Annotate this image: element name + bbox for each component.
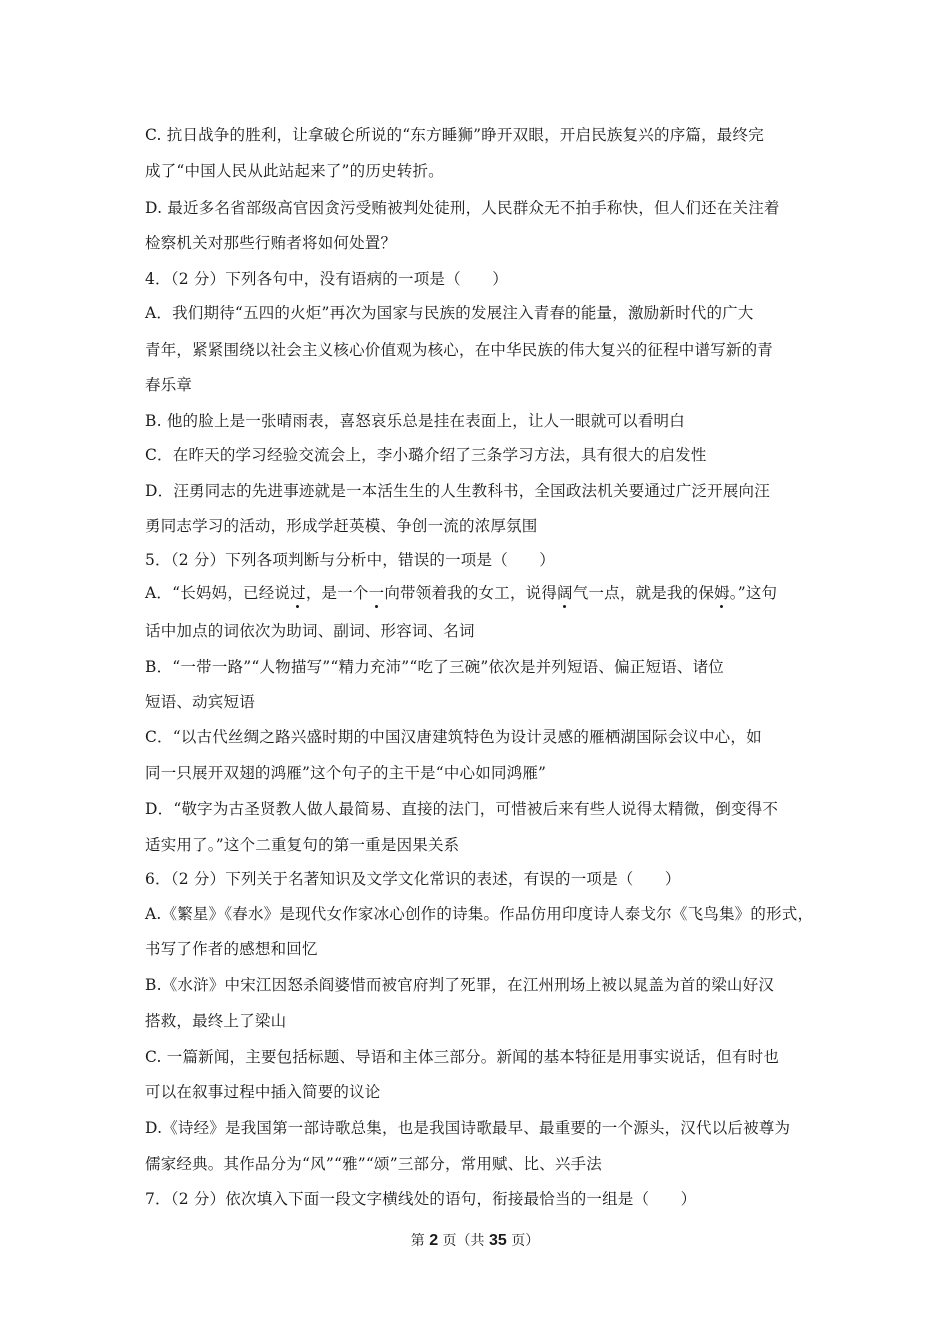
dotted-word: 阔	[557, 584, 573, 602]
text-line: A.《繁星》《春水》是现代女作家冰心创作的诗集。作品仿用印度诗人泰戈尔《飞鸟集》的形式，	[145, 905, 814, 923]
text-line: 成了“中国人民从此站起来了”的历史转折。	[145, 162, 444, 180]
question-5-option-a	[145, 583, 815, 603]
text-line: B．“一带一路”“人物描写”“精力充沛”“吃了三碗”依次是并列短语、偏正短语、诸位	[145, 658, 724, 676]
text-line: D. 最近多名省部级高官因贪污受贿被判处徒刑，人民群众无不拍手称快，但人们还在关注着	[145, 199, 780, 217]
question-4-stem: 4．（2 分）下列各句中，没有语病的一项是（ ）	[145, 270, 508, 288]
text-line: 短语、动宾短语	[145, 693, 255, 711]
text-segment: A．“长妈妈，已经说	[145, 584, 291, 602]
dotted-word: 姆	[714, 584, 730, 602]
text-line: B. 他的脸上是一张晴雨表，喜怒哀乐总是挂在表面上，让人一眼就可以看明白	[145, 412, 685, 430]
footer-middle: 页（共	[438, 1233, 489, 1249]
text-segment: 向带领着我的女工，说得	[384, 584, 558, 602]
text-line: C．在昨天的学习经验交流会上，李小璐介绍了三条学习方法，具有很大的启发性	[145, 446, 707, 464]
text-line: 话中加点的词依次为助词、副词、形容词、名词	[145, 622, 475, 640]
text-line: D．“敬字为古圣贤教人做人最简易、直接的法门，可惜被后来有些人说得太精微，倒变得不	[145, 800, 779, 818]
text-line: 同一只展开双翅的鸿雁”这个句子的主干是“中心如同鸿雁”	[145, 764, 547, 782]
page-footer	[0, 1231, 950, 1251]
text-line: 搭救，最终上了梁山	[145, 1012, 287, 1030]
text-segment: 。”这句	[729, 584, 778, 602]
dotted-word: 过	[290, 584, 306, 602]
text-line: 可以在叙事过程中插入简要的议论	[145, 1083, 381, 1101]
text-line: C．“以古代丝绸之路兴盛时期的中国汉唐建筑特色为设计灵感的雁栖湖国际会议中心，如	[145, 728, 762, 746]
text-line: 春乐章	[145, 376, 193, 394]
text-line: A．我们期待“五四的火炬”再次为国家与民族的发展注入青春的能量，激励新时代的广大	[145, 304, 754, 322]
page-total: 35	[489, 1232, 507, 1249]
footer-prefix: 第	[410, 1233, 430, 1249]
page-number: 2	[429, 1232, 439, 1249]
question-5-stem: 5．（2 分）下列各项判断与分析中，错误的一项是（ ）	[145, 551, 556, 569]
question-6-stem: 6．（2 分）下列关于名著知识及文学文化常识的表述，有误的一项是（ ）	[145, 870, 681, 888]
text-line: B.《水浒》中宋江因怒杀阎婆惜而被官府判了死罪，在江州刑场上被以晁盖为首的梁山好汉	[145, 976, 775, 994]
text-line: D.《诗经》是我国第一部诗歌总集，也是我国诗歌最早、最重要的一个源头，汉代以后被尊为	[145, 1119, 791, 1137]
question-7-stem: 7．（2 分）依次填入下面一段文字横线处的语句，衔接最恰当的一组是（ ）	[145, 1190, 697, 1208]
text-line: 勇同志学习的活动，形成学赶英模、争创一流的浓厚氛围	[145, 517, 538, 535]
text-line: 检察机关对那些行贿者将如何处置？	[145, 234, 397, 252]
text-segment: 气一点，就是我的保	[572, 584, 715, 602]
dotted-word: 一	[368, 584, 385, 602]
text-line: 青年，紧紧围绕以社会主义核心价值观为核心，在中华民族的伟大复兴的征程中谱写新的青	[145, 341, 774, 359]
text-line: C. 一篇新闻，主要包括标题、导语和主体三部分。新闻的基本特征是用事实说话，但有时也	[145, 1048, 780, 1066]
footer-suffix: 页）	[506, 1233, 540, 1249]
text-line: 适实用了。”这个二重复句的第一重是因果关系	[145, 836, 460, 854]
text-line: 书写了作者的感想和回忆	[145, 940, 318, 958]
text-line: D．汪勇同志的先进事迹就是一本活生生的人生教科书，全国政法机关要通过广泛开展向汪	[145, 482, 770, 500]
text-line: C. 抗日战争的胜利，让拿破仑所说的“东方睡狮”睁开双眼，开启民族复兴的序篇，最终完	[145, 126, 764, 144]
text-line: 儒家经典。其作品分为“风”“雅”“颂”三部分，常用赋、比、兴手法	[145, 1155, 602, 1173]
text-segment: ，是一个	[305, 584, 369, 602]
